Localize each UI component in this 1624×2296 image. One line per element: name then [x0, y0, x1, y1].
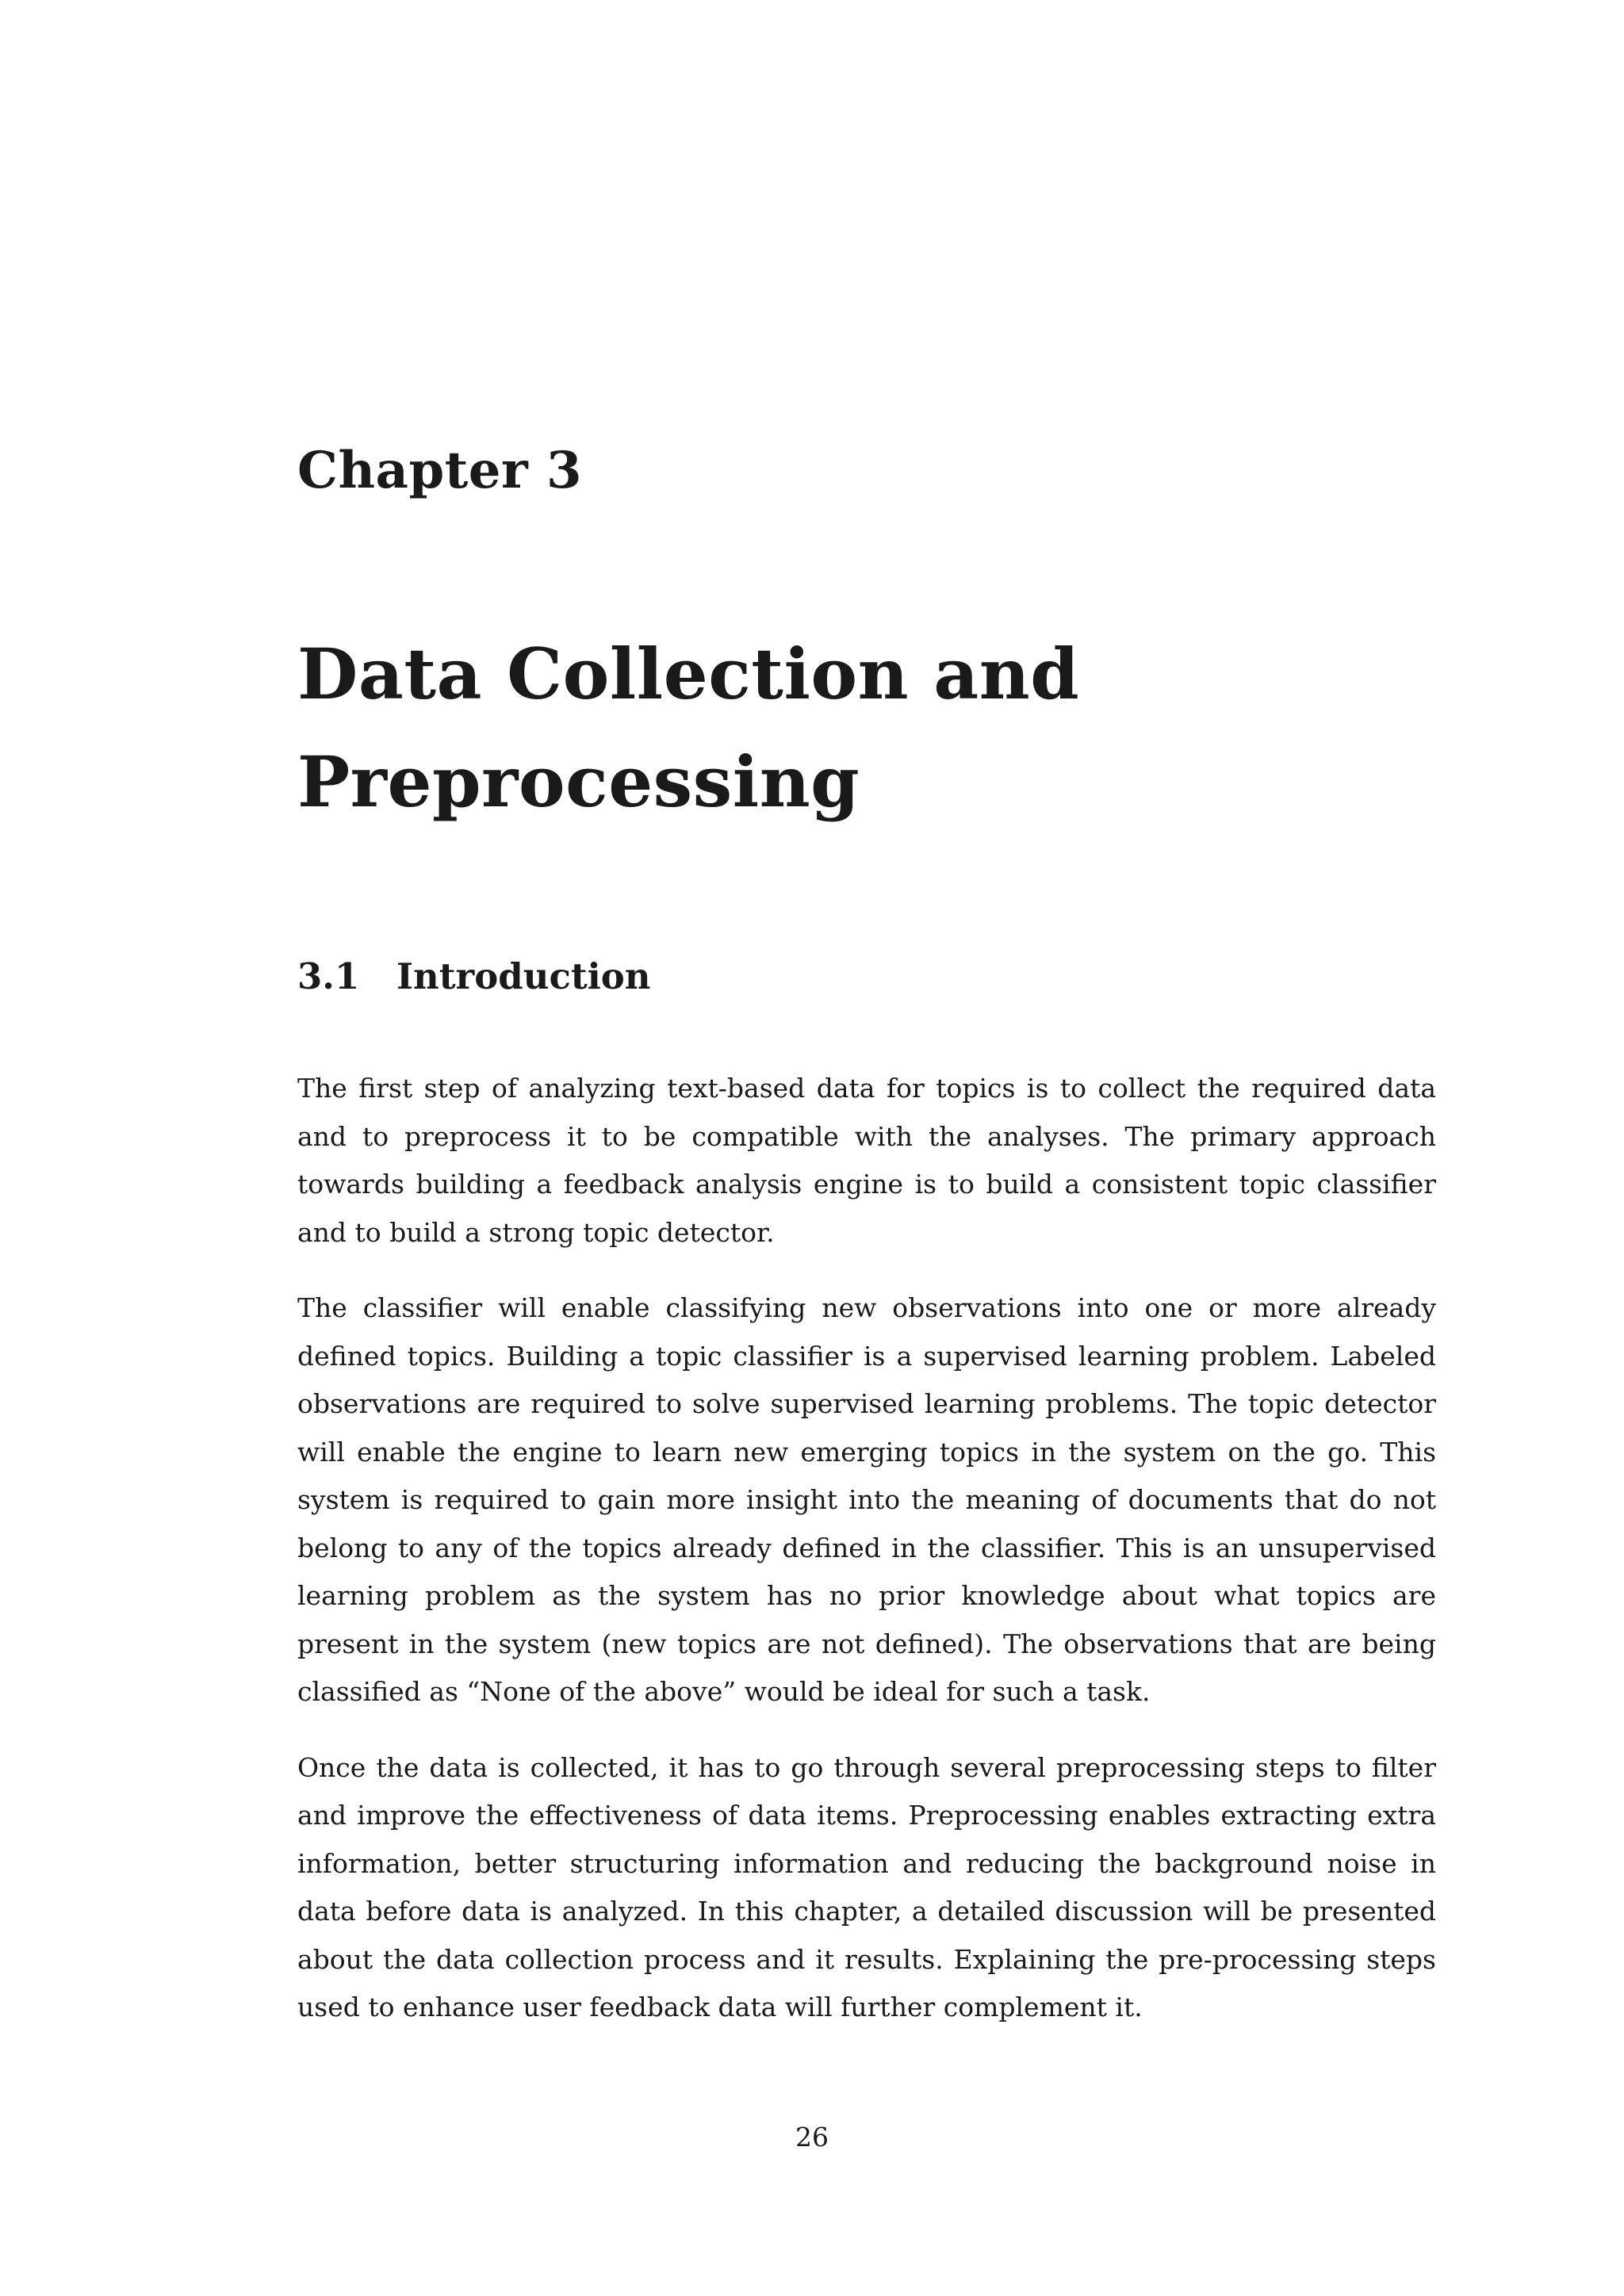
- chapter-title-line-1: Data Collection and: [297, 633, 1080, 715]
- paragraph-2: The classifier will enable classifying new observations into one or more already defined topics. Building a topic classifier is a supervised learning problem. Labeled observations are required to solve supervised learning problems. The topic detector will enable the engine to learn new emerging topics in the system on the go. This system is required to gain more insight into the meaning of documents that do not belong to any of the topics already defined in the classifier. This is an unsupervised learning problem as the system has no prior knowledge about what topics are present in the system (new topics are not defined). The observations that are being classified as “None of the above” would be ideal for such a task.: [297, 1292, 1436, 1707]
- chapter-title: [297, 620, 1079, 836]
- section-title: Introduction: [396, 955, 651, 997]
- paragraph-3: Once the data is collected, it has to go through several preprocessing steps to filter and improve the effectiveness of data items. Preprocessing enables extracting extra information, better structuring information and reducing the background noise in data before data is analyzed. In this chapter, a detailed discussion will be presented about the data collection process and it results. Explaining the pre-processing steps used to enhance user feedback data will further complement it.: [297, 1751, 1436, 2022]
- paragraph-1: The first step of analyzing text-based data for topics is to collect the required data and to preprocess it to be compatible with the analyses. The primary approach towards building a feedback analysis engine is to build a consistent topic classifier and to build a strong topic detector.: [297, 1073, 1436, 1248]
- section-number: 3.1: [297, 955, 360, 997]
- body-text: [297, 1065, 1436, 2060]
- chapter-label: Chapter 3: [297, 441, 582, 500]
- section-heading: [297, 955, 651, 997]
- page-number: 26: [795, 2122, 829, 2152]
- chapter-title-line-2: Preprocessing: [297, 740, 860, 823]
